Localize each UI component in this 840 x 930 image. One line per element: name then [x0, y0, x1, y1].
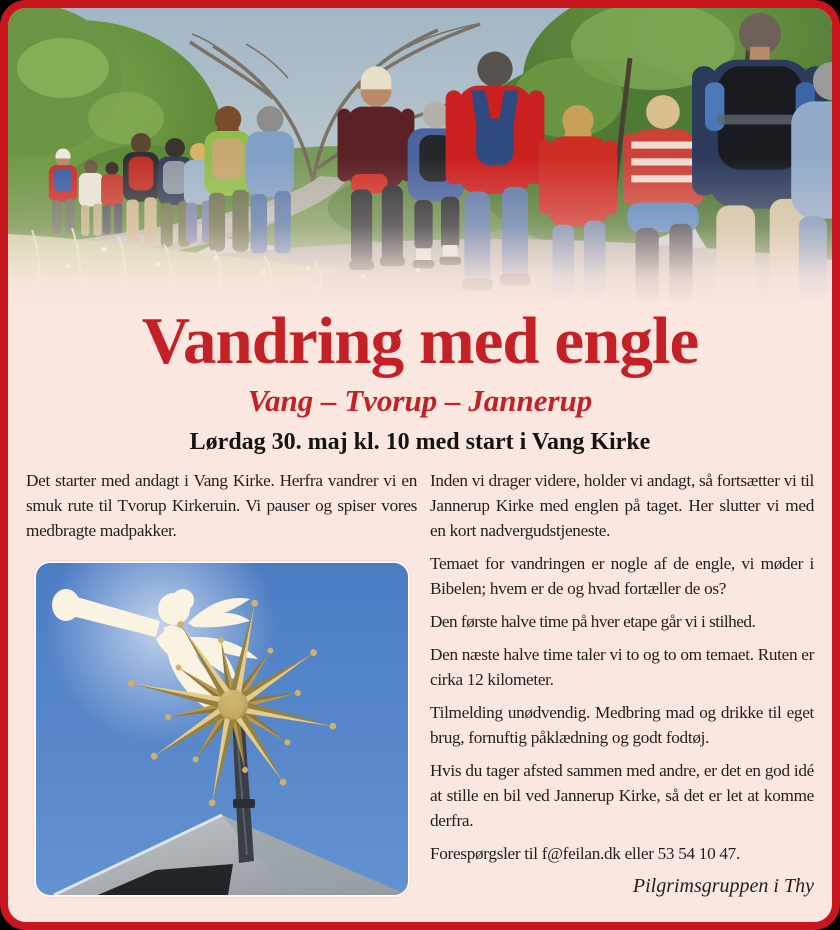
paragraph: Hvis du tager afsted sammen med andre, er det en god idé at stille en bil ved Jannerup Kirke, så det er let at komme derfra. [430, 761, 814, 830]
left-column [26, 468, 417, 899]
paragraph: Den næste halve time taler vi to og to om temaet. Ruten er cirka 12 kilometer. [430, 645, 815, 689]
hikers-photo [8, 8, 832, 308]
page-title: Vandring med engle [141, 304, 699, 378]
intro-paragraph: Det starter med andagt i Vang Kirke. Herfra vandrer vi en smuk rute til Tvorup Kirkeruin. Vi pauser og spiser vores medbragte madpakker. [26, 471, 417, 540]
signature: Pilgrimsgruppen i Thy [632, 875, 814, 897]
contact-paragraph: Forespørgsler til f@feilan.dk eller 53 54 10 47. [430, 844, 740, 863]
paragraph: Temaet for vandringen er nogle af de engle, vi møder i Bibelen; hvem er de og hvad fortæller de os? [430, 554, 814, 598]
right-column [430, 468, 814, 899]
paragraph: Den første halve time på hver etape går vi i stilhed. [430, 612, 756, 631]
route-subtitle: Vang – Tvorup – Jannerup [247, 383, 593, 418]
paragraph: Inden vi drager videre, holder vi andagt, så fortsætter vi til Jannerup Kirke med englen på taget. Her slutter vi med en kort nadvergudstjeneste. [430, 471, 814, 540]
hikers-photo-illustration [8, 8, 832, 308]
angel-star-photo [34, 561, 410, 897]
content-columns [26, 468, 814, 899]
date-line: Lørdag 30. maj kl. 10 med start i Vang Kirke [189, 429, 651, 455]
angel-star-illustration [36, 563, 408, 895]
paragraph: Tilmelding unødvendig. Medbring mad og drikke til eget brug, fornuftig påklædning og godt fodtøj. [430, 703, 814, 747]
